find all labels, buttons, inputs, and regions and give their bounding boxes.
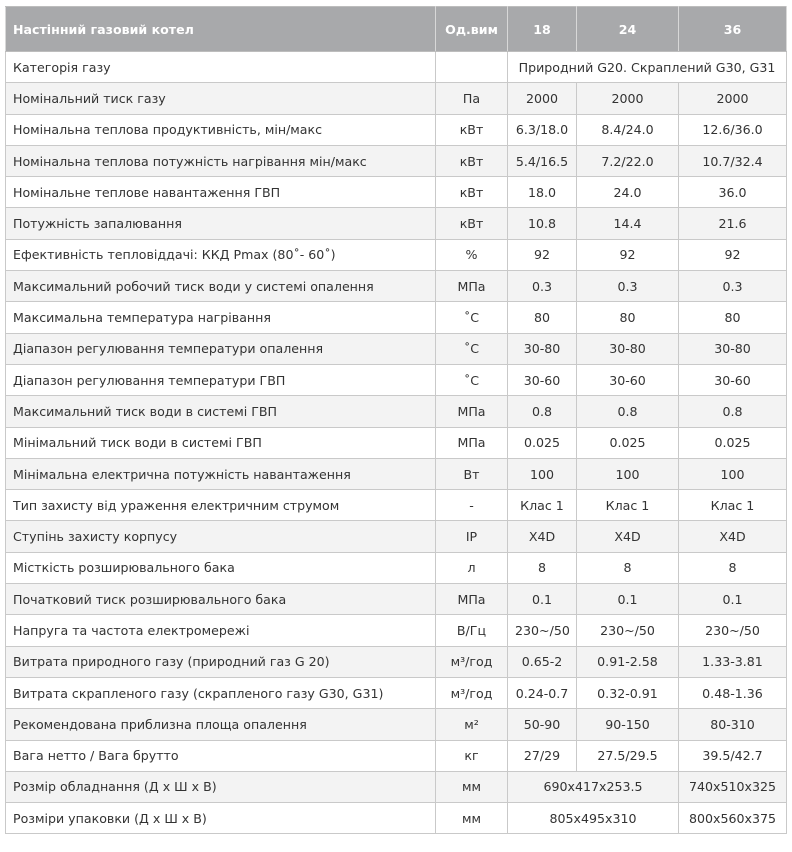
- unit-cell: ˚С: [436, 333, 508, 364]
- table-row: [6, 333, 787, 364]
- table-row: [6, 677, 787, 708]
- parameter-name: Категорія газу: [6, 52, 436, 83]
- value-model-24: 8: [577, 552, 679, 583]
- table-row: [6, 177, 787, 208]
- value-model-24: 0.3: [577, 271, 679, 302]
- value-model-18: 0.025: [508, 427, 577, 458]
- value-model-36: 36.0: [679, 177, 787, 208]
- table-row: [6, 458, 787, 489]
- value-model-36: 0.025: [679, 427, 787, 458]
- unit-cell: кВт: [436, 114, 508, 145]
- parameter-name: Місткість розширювального бака: [6, 552, 436, 583]
- unit-cell: кг: [436, 740, 508, 771]
- unit-cell: м³/год: [436, 677, 508, 708]
- parameter-name: Мінімальний тиск води в системі ГВП: [6, 427, 436, 458]
- value-model-24: 0.32-0.91: [577, 677, 679, 708]
- parameter-name: Номінальний тиск газу: [6, 83, 436, 114]
- value-model-24: 8.4/24.0: [577, 114, 679, 145]
- value-model-24: 92: [577, 239, 679, 270]
- unit-cell: [436, 52, 508, 83]
- parameter-name: Ефективність тепловіддачі: ККД Pmax (80˚- 60˚): [6, 239, 436, 270]
- value-model-18: 2000: [508, 83, 577, 114]
- value-model-36: 0.1: [679, 584, 787, 615]
- unit-cell: л: [436, 552, 508, 583]
- parameter-name: Витрата природного газу (природний газ G 20): [6, 646, 436, 677]
- table-row: [6, 271, 787, 302]
- parameter-name: Розмір обладнання (Д х Ш х В): [6, 771, 436, 802]
- value-model-24: 2000: [577, 83, 679, 114]
- table-row: [6, 646, 787, 677]
- value-model-36: 0.3: [679, 271, 787, 302]
- unit-cell: Па: [436, 83, 508, 114]
- parameter-name: Початковий тиск розширювального бака: [6, 584, 436, 615]
- value-model-18: 10.8: [508, 208, 577, 239]
- value-model-36: 10.7/32.4: [679, 145, 787, 176]
- table-row: [6, 771, 787, 802]
- parameter-name: Номінальна теплова потужність нагрівання мін/макс: [6, 145, 436, 176]
- unit-cell: кВт: [436, 208, 508, 239]
- parameter-name: Ступінь захисту корпусу: [6, 521, 436, 552]
- table-row: [6, 364, 787, 395]
- value-model-24: 7.2/22.0: [577, 145, 679, 176]
- value-model-24: 230~/50: [577, 615, 679, 646]
- unit-cell: м²: [436, 709, 508, 740]
- value-model-24: 0.91-2.58: [577, 646, 679, 677]
- value-model-36: 21.6: [679, 208, 787, 239]
- unit-cell: МПа: [436, 427, 508, 458]
- unit-cell: МПа: [436, 584, 508, 615]
- table-row: [6, 709, 787, 740]
- parameter-name: Рекомендована приблизна площа опалення: [6, 709, 436, 740]
- value-model-18: X4D: [508, 521, 577, 552]
- value-model-24: 80: [577, 302, 679, 333]
- value-model-18: 5.4/16.5: [508, 145, 577, 176]
- value-model-24: 0.025: [577, 427, 679, 458]
- parameter-name: Напруга та частота електромережі: [6, 615, 436, 646]
- unit-cell: МПа: [436, 271, 508, 302]
- value-model-36: 230~/50: [679, 615, 787, 646]
- specs-table: [5, 6, 787, 834]
- table-row: [6, 208, 787, 239]
- parameter-name: Номінальне теплове навантаження ГВП: [6, 177, 436, 208]
- parameter-name: Потужність запалювання: [6, 208, 436, 239]
- table-row: [6, 584, 787, 615]
- value-model-36: X4D: [679, 521, 787, 552]
- table-row: [6, 302, 787, 333]
- value-model-18: 80: [508, 302, 577, 333]
- table-row: [6, 521, 787, 552]
- parameter-name: Витрата скрапленого газу (скрапленого газу G30, G31): [6, 677, 436, 708]
- value-model-18: 6.3/18.0: [508, 114, 577, 145]
- parameter-name: Тип захисту від ураження електричним струмом: [6, 490, 436, 521]
- value-model-24: 90-150: [577, 709, 679, 740]
- table-row: [6, 396, 787, 427]
- table-row: [6, 803, 787, 834]
- table-row: [6, 83, 787, 114]
- parameter-name: Діапазон регулювання температури опалення: [6, 333, 436, 364]
- value-model-36: 39.5/42.7: [679, 740, 787, 771]
- unit-cell: ˚С: [436, 364, 508, 395]
- header-row: [6, 7, 787, 52]
- value-model-18: 8: [508, 552, 577, 583]
- table-row: [6, 145, 787, 176]
- unit-cell: м³/год: [436, 646, 508, 677]
- value-model-24: 27.5/29.5: [577, 740, 679, 771]
- value-model-24: 100: [577, 458, 679, 489]
- value-model-36: 30-60: [679, 364, 787, 395]
- unit-cell: кВт: [436, 177, 508, 208]
- parameter-name: Діапазон регулювання температури ГВП: [6, 364, 436, 395]
- value-model-18: 50-90: [508, 709, 577, 740]
- value-model-24: 14.4: [577, 208, 679, 239]
- value-model-36: 2000: [679, 83, 787, 114]
- unit-cell: мм: [436, 771, 508, 802]
- header-model-18: 18: [508, 7, 577, 52]
- table-row: [6, 52, 787, 83]
- value-model-36: 8: [679, 552, 787, 583]
- value-model-36: 92: [679, 239, 787, 270]
- value-model-36: 740x510x325: [679, 771, 787, 802]
- table-row: [6, 427, 787, 458]
- unit-cell: В/Гц: [436, 615, 508, 646]
- value-model-36: 30-80: [679, 333, 787, 364]
- value-model-18: 30-80: [508, 333, 577, 364]
- value-model-24: 0.8: [577, 396, 679, 427]
- parameter-name: Мінімальна електрична потужність навантаження: [6, 458, 436, 489]
- header-unit: Од.вим: [436, 7, 508, 52]
- parameter-name: Максимальна температура нагрівання: [6, 302, 436, 333]
- value-model-18: 27/29: [508, 740, 577, 771]
- parameter-name: Розміри упаковки (Д х Ш х В): [6, 803, 436, 834]
- value-model-24: 30-60: [577, 364, 679, 395]
- header-model-36: 36: [679, 7, 787, 52]
- unit-cell: %: [436, 239, 508, 270]
- value-model-24: 24.0: [577, 177, 679, 208]
- specs-body: [6, 52, 787, 834]
- table-row: [6, 239, 787, 270]
- parameter-name: Максимальний тиск води в системі ГВП: [6, 396, 436, 427]
- value-model-24: 0.1: [577, 584, 679, 615]
- table-row: [6, 552, 787, 583]
- value-model-36: 0.8: [679, 396, 787, 427]
- value-model-18: 0.3: [508, 271, 577, 302]
- value-model-18: 100: [508, 458, 577, 489]
- value-model-36: 100: [679, 458, 787, 489]
- parameter-name: Номінальна теплова продуктивність, мін/макс: [6, 114, 436, 145]
- value-merged: Природний G20. Скраплений G30, G31: [508, 52, 787, 83]
- value-model-18: Клас 1: [508, 490, 577, 521]
- unit-cell: кВт: [436, 145, 508, 176]
- value-model-18: 0.8: [508, 396, 577, 427]
- value-model-36: 1.33-3.81: [679, 646, 787, 677]
- unit-cell: МПа: [436, 396, 508, 427]
- unit-cell: мм: [436, 803, 508, 834]
- value-model-36: 0.48-1.36: [679, 677, 787, 708]
- value-models-18-24: 690x417x253.5: [508, 771, 679, 802]
- value-model-24: X4D: [577, 521, 679, 552]
- unit-cell: IP: [436, 521, 508, 552]
- table-row: [6, 114, 787, 145]
- table-row: [6, 490, 787, 521]
- value-model-18: 92: [508, 239, 577, 270]
- value-model-18: 30-60: [508, 364, 577, 395]
- unit-cell: -: [436, 490, 508, 521]
- unit-cell: Вт: [436, 458, 508, 489]
- value-model-36: 800x560x375: [679, 803, 787, 834]
- table-row: [6, 740, 787, 771]
- value-model-18: 0.65-2: [508, 646, 577, 677]
- value-model-18: 230~/50: [508, 615, 577, 646]
- value-model-18: 0.24-0.7: [508, 677, 577, 708]
- unit-cell: ˚С: [436, 302, 508, 333]
- parameter-name: Вага нетто / Вага брутто: [6, 740, 436, 771]
- value-model-24: Клас 1: [577, 490, 679, 521]
- value-models-18-24: 805x495x310: [508, 803, 679, 834]
- value-model-36: 80: [679, 302, 787, 333]
- value-model-18: 0.1: [508, 584, 577, 615]
- value-model-36: 12.6/36.0: [679, 114, 787, 145]
- value-model-36: 80-310: [679, 709, 787, 740]
- value-model-18: 18.0: [508, 177, 577, 208]
- table-row: [6, 615, 787, 646]
- parameter-name: Максимальний робочий тиск води у системі опалення: [6, 271, 436, 302]
- value-model-36: Клас 1: [679, 490, 787, 521]
- header-model-24: 24: [577, 7, 679, 52]
- header-parameter: Настінний газовий котел: [6, 7, 436, 52]
- value-model-24: 30-80: [577, 333, 679, 364]
